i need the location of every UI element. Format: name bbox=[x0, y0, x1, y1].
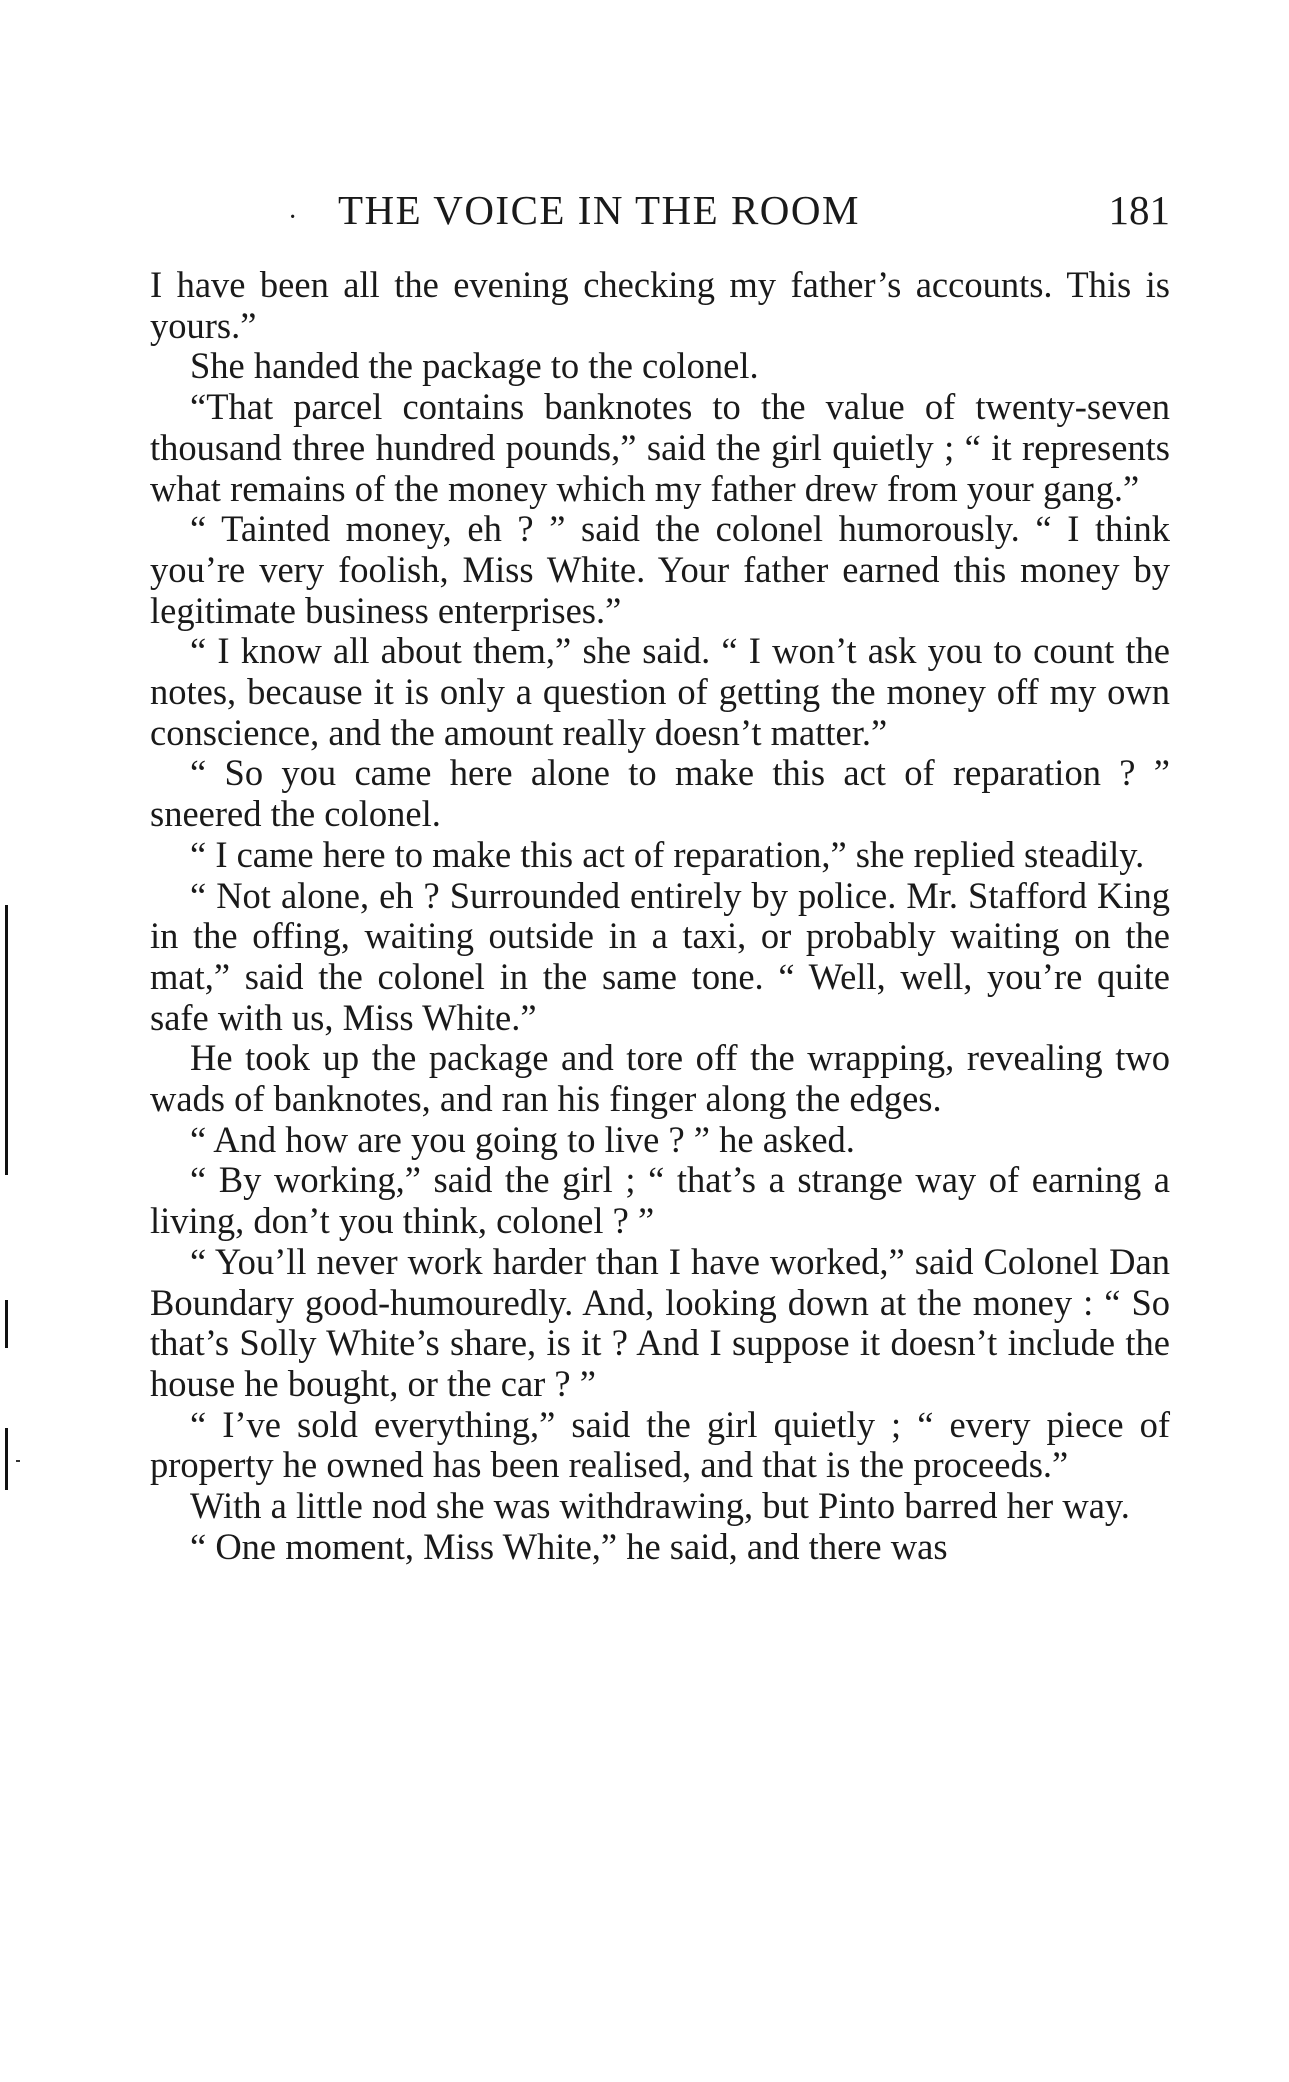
paragraph: “ And how are you going to live ? ” he asked. bbox=[190, 1118, 855, 1160]
margin-scan-mark bbox=[5, 1300, 8, 1348]
margin-scan-mark bbox=[5, 905, 8, 1175]
paragraph: She handed the package to the colonel. bbox=[190, 345, 759, 387]
paragraph: “ I know all about them,” she said. “ I won’t ask you to count the notes, because it is only a question of getting the money off my own conscience, and the amount really doesn’t matter.” bbox=[150, 630, 1170, 753]
paragraph: He took up the package and tore off the wrapping, revealing two wads of banknotes, and ran his finger along the edges. bbox=[150, 1037, 1170, 1120]
paragraph: With a little nod she was withdrawing, but Pinto barred her way. bbox=[190, 1485, 1130, 1527]
page-number: 181 bbox=[1108, 187, 1170, 233]
body-text bbox=[150, 265, 1170, 1568]
paragraph: “ I’ve sold everything,” said the girl quietly ; “ every piece of property he owned has been realised, and that is the proceeds.” bbox=[150, 1403, 1170, 1486]
margin-scan-mark bbox=[5, 1428, 8, 1490]
paragraph: “ You’ll never work harder than I have worked,” said Colonel Dan Boundary good-humouredly. And, looking down at the money : “ So that’s Solly White’s share, is it ? And I suppose it doesn’t include the house he bought, or the car ? ” bbox=[150, 1240, 1170, 1404]
running-header bbox=[148, 186, 1170, 242]
paragraph: “ Not alone, eh ? Surrounded entirely by police. Mr. Stafford King in the offing, waiting outside in a taxi, or probably waiting on the mat,” said the colonel in the same tone. “ Well, well, you’re quite safe with us, Miss White.” bbox=[150, 874, 1170, 1038]
paragraph: I have been all the evening checking my father’s accounts. This is yours.” bbox=[150, 264, 1170, 346]
header-tick-mark: · bbox=[288, 202, 298, 233]
margin-scan-dot bbox=[16, 1460, 20, 1462]
paragraph: “ One moment, Miss White,” he said, and there was bbox=[190, 1525, 948, 1567]
paragraph: “ I came here to make this act of reparation,” she replied steadily. bbox=[190, 833, 1145, 875]
paragraph: “ So you came here alone to make this act of reparation ? ” sneered the colonel. bbox=[150, 752, 1170, 835]
paragraph: “That parcel contains banknotes to the value of twenty-seven thousand three hundred pounds,” said the girl quietly ; “ it represents what remains of the money which my father drew from your gang.” bbox=[150, 386, 1170, 509]
paragraph: “ Tainted money, eh ? ” said the colonel humorously. “ I think you’re very foolish, Miss White. Your father earned this money by legitimate business enterprises.” bbox=[150, 508, 1170, 631]
paragraph: “ By working,” said the girl ; “ that’s a strange way of earning a living, don’t you think, colonel ? ” bbox=[150, 1159, 1170, 1242]
running-title: THE VOICE IN THE ROOM bbox=[338, 187, 860, 233]
